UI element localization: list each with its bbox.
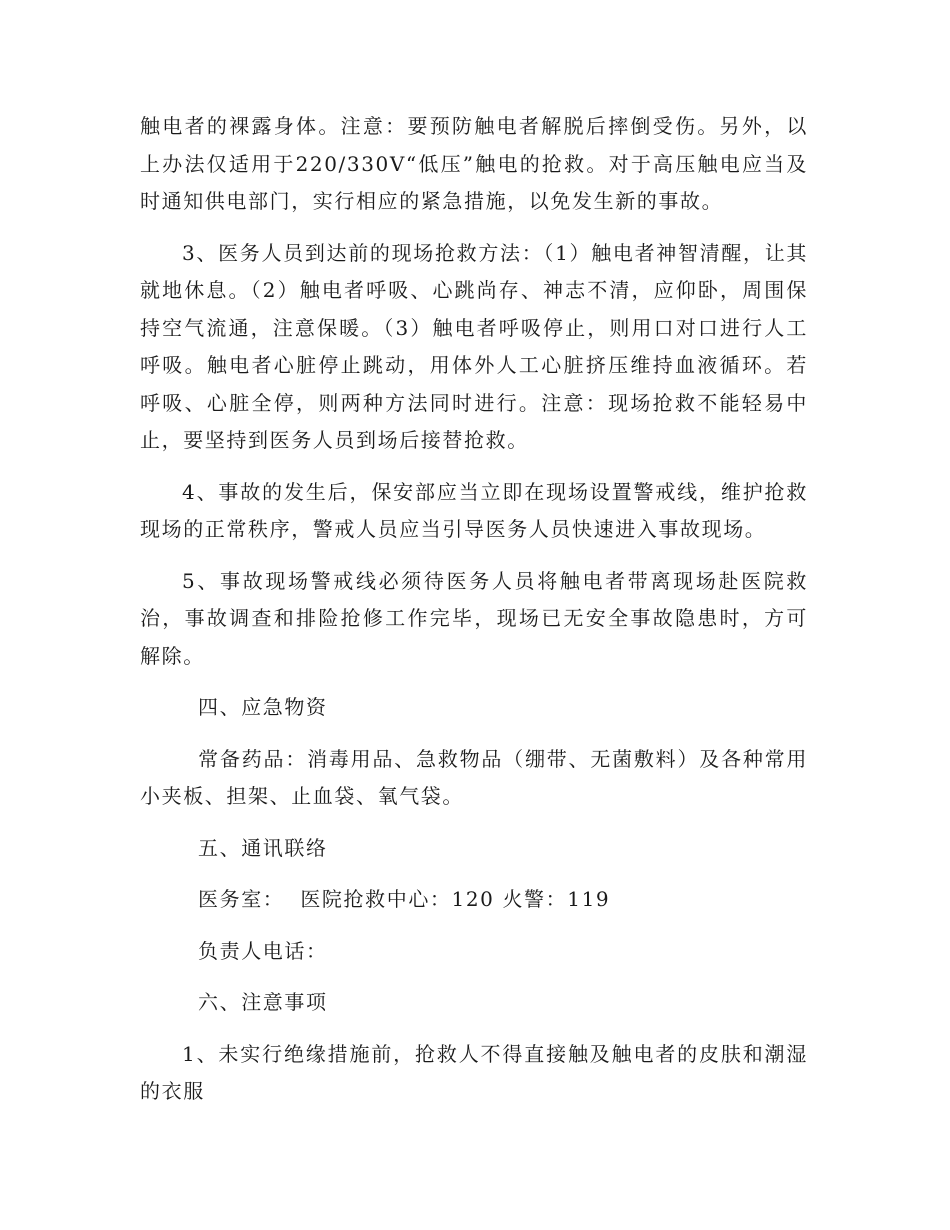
section-heading-precautions: 六、注意事项 [198, 990, 328, 1014]
paragraph-security-cordon: 4、事故的发生后，保安部应当立即在现场设置警戒线，维护抢救现场的正常秩序，警戒人员应当引导医务人员快速进入事故现场。 [140, 479, 808, 541]
section-heading-emergency-supplies: 四、应急物资 [198, 695, 328, 719]
section-heading-communication: 五、通讯联络 [198, 835, 328, 860]
paragraph-contact-numbers: 医务室： 医院抢救中心：120 火警：119 [198, 887, 611, 911]
document-page [140, 108, 808, 1111]
paragraph-rescue-note: 触电者的裸露身体。注意：要预防触电者解脱后摔倒受伤。另外，以上办法仅适用于220/330V“低压”触电的抢救。对于高压触电应当及时通知供电部门，实行相应的紧急措施，以免发生新的事故。 [140, 114, 808, 213]
paragraph-onsite-rescue-methods: 3、医务人员到达前的现场抢救方法：（1）触电者神智清醒，让其就地休息。（2）触电者呼吸、心跳尚存、神志不清，应仰卧，周围保持空气流通，注意保暖。（3）触电者呼吸停止，则用口对口进行人工呼吸。触电者心脏停止跳动，用体外人工心脏挤压维持血液循环。若呼吸、心脏全停，则两种方法同时进行。注意：现场抢救不能轻易中止，要坚持到医务人员到场后接替抢救。 [140, 240, 808, 452]
paragraph-supplies [140, 741, 808, 816]
paragraph-cordon-release: 5、事故现场警戒线必须待医务人员将触电者带离现场赴医院救治，事故调查和排险抢修工作完毕，现场已无安全事故隐患时，方可解除。 [140, 568, 808, 668]
paragraph-precaution-1: 1、未实行绝缘措施前，抢救人不得直接触及触电者的皮肤和潮湿的衣服 [140, 1041, 808, 1103]
paragraph-responsible-person-phone: 负责人电话： [198, 938, 328, 963]
paragraph-supplies-text: 常备药品：消毒用品、急救物品（绷带、无菌敷料）及各种常用小夹板、担架、止血袋、氧气袋。 [140, 746, 808, 808]
